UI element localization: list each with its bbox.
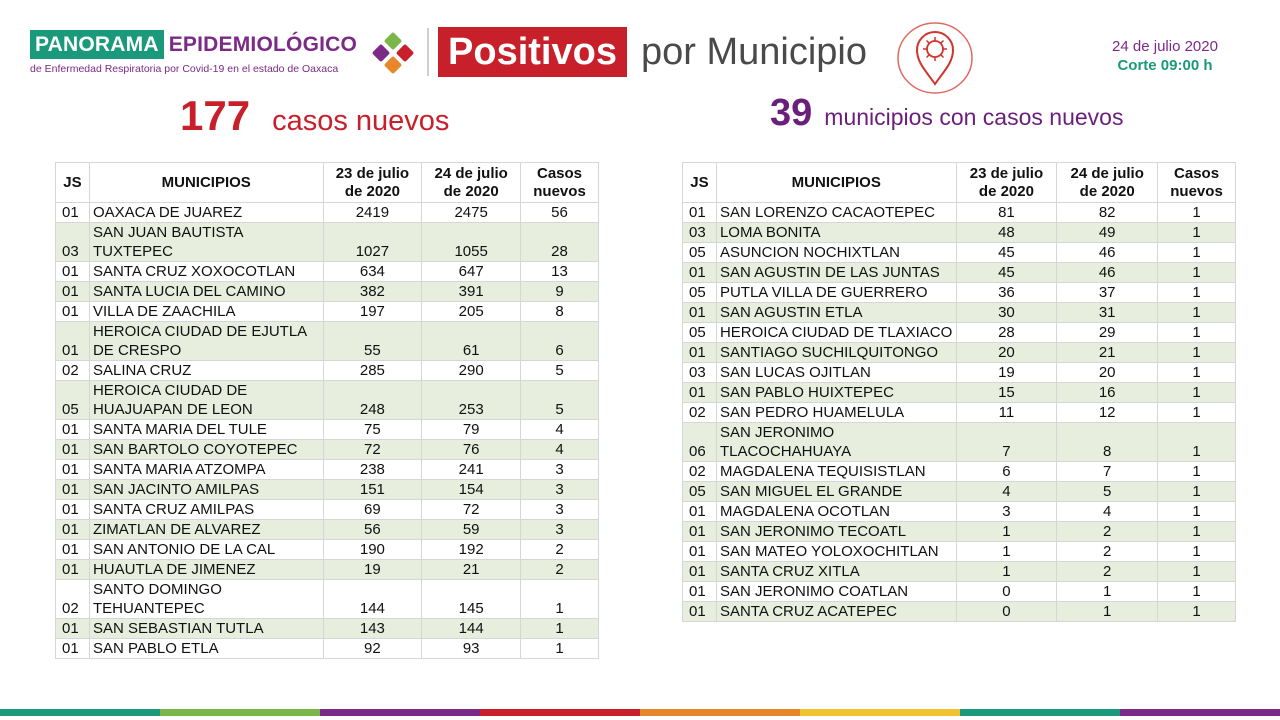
cell-jul23: 15: [956, 383, 1057, 403]
cell-jul23: 48: [956, 223, 1057, 243]
stripe-segment: [0, 709, 160, 716]
table-row: [56, 500, 599, 520]
cell-nuevos: 1: [1158, 383, 1236, 403]
cell-municipio: MAGDALENA OCOTLAN: [716, 502, 956, 522]
cell-nuevos: 3: [521, 520, 599, 540]
table-row: [683, 403, 1236, 423]
cell-jul24: 1: [1057, 602, 1158, 622]
cell-jul24: 7: [1057, 462, 1158, 482]
cell-jul24: 31: [1057, 303, 1158, 323]
cell-js: 01: [56, 203, 90, 223]
cell-municipio: MAGDALENA TEQUISISTLAN: [716, 462, 956, 482]
cell-nuevos: 1: [1158, 263, 1236, 283]
cell-nuevos: 3: [521, 500, 599, 520]
cell-jul23: 1: [956, 542, 1057, 562]
cell-jul24: 145: [422, 580, 521, 619]
cell-municipio: SANTA CRUZ XITLA: [716, 562, 956, 582]
cell-jul24: 192: [422, 540, 521, 560]
table-row: [56, 520, 599, 540]
table-row: [683, 462, 1236, 482]
cases-table-left: [55, 162, 599, 659]
table-row: [56, 302, 599, 322]
stripe-segment: [800, 709, 960, 716]
cell-js: 05: [683, 243, 717, 263]
cell-nuevos: 1: [1158, 343, 1236, 363]
cell-municipio: HEROICA CIUDAD DE EJUTLA DE CRESPO: [89, 322, 323, 361]
cell-municipio: ASUNCION NOCHIXTLAN: [716, 243, 956, 263]
col-js: JS: [683, 163, 717, 203]
cell-jul23: 2419: [323, 203, 422, 223]
cell-jul23: 6: [956, 462, 1057, 482]
cell-jul23: 144: [323, 580, 422, 619]
cell-js: 02: [683, 462, 717, 482]
cell-jul24: 4: [1057, 502, 1158, 522]
cell-jul23: 3: [956, 502, 1057, 522]
cell-js: 01: [683, 542, 717, 562]
cell-jul24: 46: [1057, 263, 1158, 283]
cell-jul23: 28: [956, 323, 1057, 343]
cell-nuevos: 5: [521, 381, 599, 420]
cell-municipio: SAN ANTONIO DE LA CAL: [89, 540, 323, 560]
logo-title-panorama: PANORAMA: [30, 30, 164, 59]
cell-municipio: SANTIAGO SUCHILQUITONGO: [716, 343, 956, 363]
panorama-logo: [30, 30, 366, 75]
cell-js: 05: [683, 482, 717, 502]
cell-jul23: 7: [956, 423, 1057, 462]
cell-jul23: 1: [956, 562, 1057, 582]
cell-nuevos: 1: [1158, 502, 1236, 522]
cell-municipio: SAN PABLO HUIXTEPEC: [716, 383, 956, 403]
table-row: [683, 223, 1236, 243]
col-nuevos: Casos nuevos: [1158, 163, 1236, 203]
cell-js: 01: [683, 203, 717, 223]
cell-js: 01: [56, 420, 90, 440]
new-cases-summary: [180, 92, 449, 140]
cell-jul24: 21: [1057, 343, 1158, 363]
cell-jul24: 49: [1057, 223, 1158, 243]
col-jul23: 23 de julio de 2020: [956, 163, 1057, 203]
positivos-banner: Positivos: [438, 27, 627, 77]
cell-js: 01: [683, 562, 717, 582]
cell-municipio: SANTA MARIA DEL TULE: [89, 420, 323, 440]
stripe-segment: [960, 709, 1120, 716]
table-row: [56, 540, 599, 560]
table-row: [683, 363, 1236, 383]
table-row: [56, 420, 599, 440]
stripe-segment: [320, 709, 480, 716]
new-cases-count: 177: [180, 92, 251, 139]
cell-jul23: 0: [956, 602, 1057, 622]
cell-nuevos: 28: [521, 223, 599, 262]
cell-js: 01: [683, 582, 717, 602]
table-row: [56, 619, 599, 639]
table-row: [56, 480, 599, 500]
cell-municipio: SAN SEBASTIAN TUTLA: [89, 619, 323, 639]
cell-nuevos: 1: [1158, 403, 1236, 423]
stripe-segment: [640, 709, 800, 716]
table-row: [56, 639, 599, 659]
cell-municipio: OAXACA DE JUAREZ: [89, 203, 323, 223]
cell-municipio: SAN LORENZO CACAOTEPEC: [716, 203, 956, 223]
cell-municipio: SAN PABLO ETLA: [89, 639, 323, 659]
cell-jul23: 19: [323, 560, 422, 580]
cell-jul24: 46: [1057, 243, 1158, 263]
cell-jul24: 2: [1057, 522, 1158, 542]
cell-jul23: 30: [956, 303, 1057, 323]
cell-jul23: 143: [323, 619, 422, 639]
cell-municipio: ZIMATLAN DE ALVAREZ: [89, 520, 323, 540]
table-row: [683, 602, 1236, 622]
cell-js: 01: [56, 480, 90, 500]
bottom-color-stripe: [0, 709, 1280, 716]
cell-nuevos: 1: [1158, 303, 1236, 323]
cell-jul23: 285: [323, 361, 422, 381]
cell-jul24: 37: [1057, 283, 1158, 303]
cell-js: 01: [56, 302, 90, 322]
cell-jul24: 61: [422, 322, 521, 361]
cell-municipio: SANTA MARIA ATZOMPA: [89, 460, 323, 480]
cell-js: 01: [56, 282, 90, 302]
cell-nuevos: 4: [521, 420, 599, 440]
cell-jul24: 82: [1057, 203, 1158, 223]
cell-jul23: 81: [956, 203, 1057, 223]
cell-js: 05: [683, 323, 717, 343]
new-cases-label: casos nuevos: [272, 105, 450, 137]
cell-municipio: SAN MATEO YOLOXOCHITLAN: [716, 542, 956, 562]
cell-municipio: HEROICA CIUDAD DE TLAXIACO: [716, 323, 956, 343]
cell-jul24: 647: [422, 262, 521, 282]
cell-municipio: HEROICA CIUDAD DE HUAJUAPAN DE LEON: [89, 381, 323, 420]
cell-municipio: PUTLA VILLA DE GUERRERO: [716, 283, 956, 303]
cell-js: 01: [56, 560, 90, 580]
table-row: [683, 482, 1236, 502]
cell-jul23: 45: [956, 243, 1057, 263]
cell-municipio: SANTO DOMINGO TEHUANTEPEC: [89, 580, 323, 619]
table-row: [56, 381, 599, 420]
table-row: [683, 343, 1236, 363]
cell-js: 01: [56, 460, 90, 480]
table-row: [683, 243, 1236, 263]
cell-jul24: 144: [422, 619, 521, 639]
cell-js: 01: [56, 262, 90, 282]
cell-municipio: SANTA LUCIA DEL CAMINO: [89, 282, 323, 302]
cell-js: 01: [683, 343, 717, 363]
cell-jul23: 238: [323, 460, 422, 480]
cell-js: 01: [56, 440, 90, 460]
table-row: [683, 383, 1236, 403]
cell-js: 01: [683, 263, 717, 283]
cell-jul24: 391: [422, 282, 521, 302]
cell-jul24: 241: [422, 460, 521, 480]
cell-jul24: 20: [1057, 363, 1158, 383]
cell-nuevos: 8: [521, 302, 599, 322]
right-table-body: [683, 203, 1236, 622]
cell-municipio: SAN BARTOLO COYOTEPEC: [89, 440, 323, 460]
table-row: [56, 361, 599, 381]
cell-jul23: 248: [323, 381, 422, 420]
cell-municipio: SAN JERONIMO COATLAN: [716, 582, 956, 602]
cell-jul24: 16: [1057, 383, 1158, 403]
virus-location-pin-icon: [895, 18, 975, 94]
cell-js: 05: [683, 283, 717, 303]
cell-municipio: SANTA CRUZ ACATEPEC: [716, 602, 956, 622]
municipalities-count: 39: [770, 92, 813, 134]
col-js: JS: [56, 163, 90, 203]
cell-jul23: 72: [323, 440, 422, 460]
table-row: [56, 203, 599, 223]
cell-nuevos: 1: [1158, 542, 1236, 562]
cell-municipio: SAN JUAN BAUTISTA TUXTEPEC: [89, 223, 323, 262]
col-municipios: MUNICIPIOS: [89, 163, 323, 203]
cell-jul23: 69: [323, 500, 422, 520]
cell-nuevos: 1: [1158, 423, 1236, 462]
table-row: [56, 580, 599, 619]
cell-nuevos: 1: [1158, 243, 1236, 263]
cell-nuevos: 2: [521, 540, 599, 560]
cell-jul23: 0: [956, 582, 1057, 602]
cell-jul23: 1027: [323, 223, 422, 262]
cell-nuevos: 1: [1158, 323, 1236, 343]
cell-jul23: 92: [323, 639, 422, 659]
table-row: [683, 542, 1236, 562]
logo-subtitle: de Enfermedad Respiratoria por Covid-19 en el estado de Oaxaca: [30, 63, 339, 75]
table-row: [56, 262, 599, 282]
cell-js: 01: [683, 383, 717, 403]
table-header-row: [683, 163, 1236, 203]
cell-nuevos: 1: [1158, 482, 1236, 502]
cell-nuevos: 1: [1158, 562, 1236, 582]
cell-municipio: SAN AGUSTIN ETLA: [716, 303, 956, 323]
cell-jul24: 79: [422, 420, 521, 440]
cell-jul24: 72: [422, 500, 521, 520]
date-text: 24 de julio 2020: [1112, 38, 1218, 55]
cell-js: 01: [683, 602, 717, 622]
cell-nuevos: 1: [1158, 363, 1236, 383]
col-jul24: 24 de julio de 2020: [422, 163, 521, 203]
por-municipio-title: por Municipio: [641, 31, 867, 73]
cell-jul24: 2475: [422, 203, 521, 223]
cell-nuevos: 1: [1158, 223, 1236, 243]
cell-js: 01: [56, 500, 90, 520]
cell-nuevos: 9: [521, 282, 599, 302]
cell-nuevos: 1: [521, 639, 599, 659]
cell-municipio: SAN JACINTO AMILPAS: [89, 480, 323, 500]
cell-jul24: 2: [1057, 542, 1158, 562]
cell-jul23: 382: [323, 282, 422, 302]
cell-jul24: 154: [422, 480, 521, 500]
cell-js: 01: [56, 322, 90, 361]
table-row: [683, 303, 1236, 323]
cell-municipio: VILLA DE ZAACHILA: [89, 302, 323, 322]
cell-municipio: SAN MIGUEL EL GRANDE: [716, 482, 956, 502]
cell-jul23: 197: [323, 302, 422, 322]
cell-js: 03: [56, 223, 90, 262]
table-header-row: [56, 163, 599, 203]
cell-jul24: 2: [1057, 562, 1158, 582]
table-row: [56, 440, 599, 460]
col-jul23: 23 de julio de 2020: [323, 163, 422, 203]
stripe-segment: [160, 709, 320, 716]
cell-js: 01: [683, 522, 717, 542]
table-row: [683, 263, 1236, 283]
cell-jul24: 76: [422, 440, 521, 460]
cell-nuevos: 5: [521, 361, 599, 381]
cell-js: 06: [683, 423, 717, 462]
cell-municipio: HUAUTLA DE JIMENEZ: [89, 560, 323, 580]
cell-nuevos: 1: [521, 580, 599, 619]
cell-jul24: 5: [1057, 482, 1158, 502]
cell-nuevos: 1: [1158, 582, 1236, 602]
cell-jul24: 1055: [422, 223, 521, 262]
cases-table-right: [682, 162, 1236, 622]
table-row: [683, 203, 1236, 223]
cell-js: 01: [683, 502, 717, 522]
cell-nuevos: 1: [1158, 522, 1236, 542]
cell-js: 02: [56, 580, 90, 619]
cell-jul23: 75: [323, 420, 422, 440]
cell-municipio: SALINA CRUZ: [89, 361, 323, 381]
cell-jul23: 634: [323, 262, 422, 282]
cell-js: 02: [56, 361, 90, 381]
cell-jul24: 93: [422, 639, 521, 659]
cell-jul24: 59: [422, 520, 521, 540]
municipalities-summary: [770, 92, 1123, 135]
cell-municipio: SAN JERONIMO TECOATL: [716, 522, 956, 542]
cell-js: 03: [683, 223, 717, 243]
col-municipios: MUNICIPIOS: [716, 163, 956, 203]
table-row: [56, 460, 599, 480]
cell-municipio: SANTA CRUZ XOXOCOTLAN: [89, 262, 323, 282]
table-row: [683, 562, 1236, 582]
cell-jul23: 56: [323, 520, 422, 540]
table-row: [56, 560, 599, 580]
cell-jul23: 11: [956, 403, 1057, 423]
cell-nuevos: 4: [521, 440, 599, 460]
cell-js: 01: [56, 520, 90, 540]
cell-jul24: 205: [422, 302, 521, 322]
cell-jul23: 4: [956, 482, 1057, 502]
cell-nuevos: 1: [1158, 602, 1236, 622]
cell-municipio: SAN AGUSTIN DE LAS JUNTAS: [716, 263, 956, 283]
table-row: [56, 322, 599, 361]
col-jul24: 24 de julio de 2020: [1057, 163, 1158, 203]
oaxaca-logo-mark-icon: [369, 30, 417, 76]
cell-nuevos: 6: [521, 322, 599, 361]
table-row: [683, 423, 1236, 462]
cell-jul24: 253: [422, 381, 521, 420]
report-date: [1090, 37, 1240, 75]
cell-nuevos: 1: [1158, 462, 1236, 482]
cell-nuevos: 1: [521, 619, 599, 639]
cell-nuevos: 56: [521, 203, 599, 223]
cell-nuevos: 2: [521, 560, 599, 580]
left-table-body: [56, 203, 599, 659]
table-row: [56, 282, 599, 302]
cell-js: 01: [56, 619, 90, 639]
cell-municipio: SANTA CRUZ AMILPAS: [89, 500, 323, 520]
cell-js: 01: [683, 303, 717, 323]
cell-js: 03: [683, 363, 717, 383]
cell-jul23: 55: [323, 322, 422, 361]
logo-title-epidemiologico: EPIDEMIOLÓGICO: [168, 33, 358, 56]
cell-jul24: 1: [1057, 582, 1158, 602]
cell-js: 05: [56, 381, 90, 420]
stripe-segment: [1120, 709, 1280, 716]
cell-jul23: 1: [956, 522, 1057, 542]
table-row: [683, 502, 1236, 522]
col-nuevos: Casos nuevos: [521, 163, 599, 203]
cell-jul23: 45: [956, 263, 1057, 283]
table-row: [683, 283, 1236, 303]
cell-municipio: SAN PEDRO HUAMELULA: [716, 403, 956, 423]
cell-municipio: LOMA BONITA: [716, 223, 956, 243]
cell-nuevos: 3: [521, 480, 599, 500]
stripe-segment: [480, 709, 640, 716]
cell-js: 02: [683, 403, 717, 423]
table-row: [56, 223, 599, 262]
table-row: [683, 582, 1236, 602]
cell-jul24: 12: [1057, 403, 1158, 423]
cell-municipio: SAN JERONIMO TLACOCHAHUAYA: [716, 423, 956, 462]
cell-jul23: 20: [956, 343, 1057, 363]
cell-nuevos: 1: [1158, 203, 1236, 223]
cell-jul23: 151: [323, 480, 422, 500]
cell-jul24: 21: [422, 560, 521, 580]
cell-js: 01: [56, 540, 90, 560]
cell-nuevos: 13: [521, 262, 599, 282]
header-divider: [427, 28, 429, 76]
cell-nuevos: 1: [1158, 283, 1236, 303]
cell-jul24: 290: [422, 361, 521, 381]
cell-jul23: 19: [956, 363, 1057, 383]
cell-jul23: 36: [956, 283, 1057, 303]
table-row: [683, 323, 1236, 343]
municipalities-label: municipios con casos nuevos: [824, 104, 1124, 130]
cell-js: 01: [56, 639, 90, 659]
cell-jul24: 29: [1057, 323, 1158, 343]
cell-nuevos: 3: [521, 460, 599, 480]
table-row: [683, 522, 1236, 542]
cell-jul24: 8: [1057, 423, 1158, 462]
corte-time: Corte 09:00 h: [1117, 57, 1213, 74]
cell-municipio: SAN LUCAS OJITLAN: [716, 363, 956, 383]
cell-jul23: 190: [323, 540, 422, 560]
